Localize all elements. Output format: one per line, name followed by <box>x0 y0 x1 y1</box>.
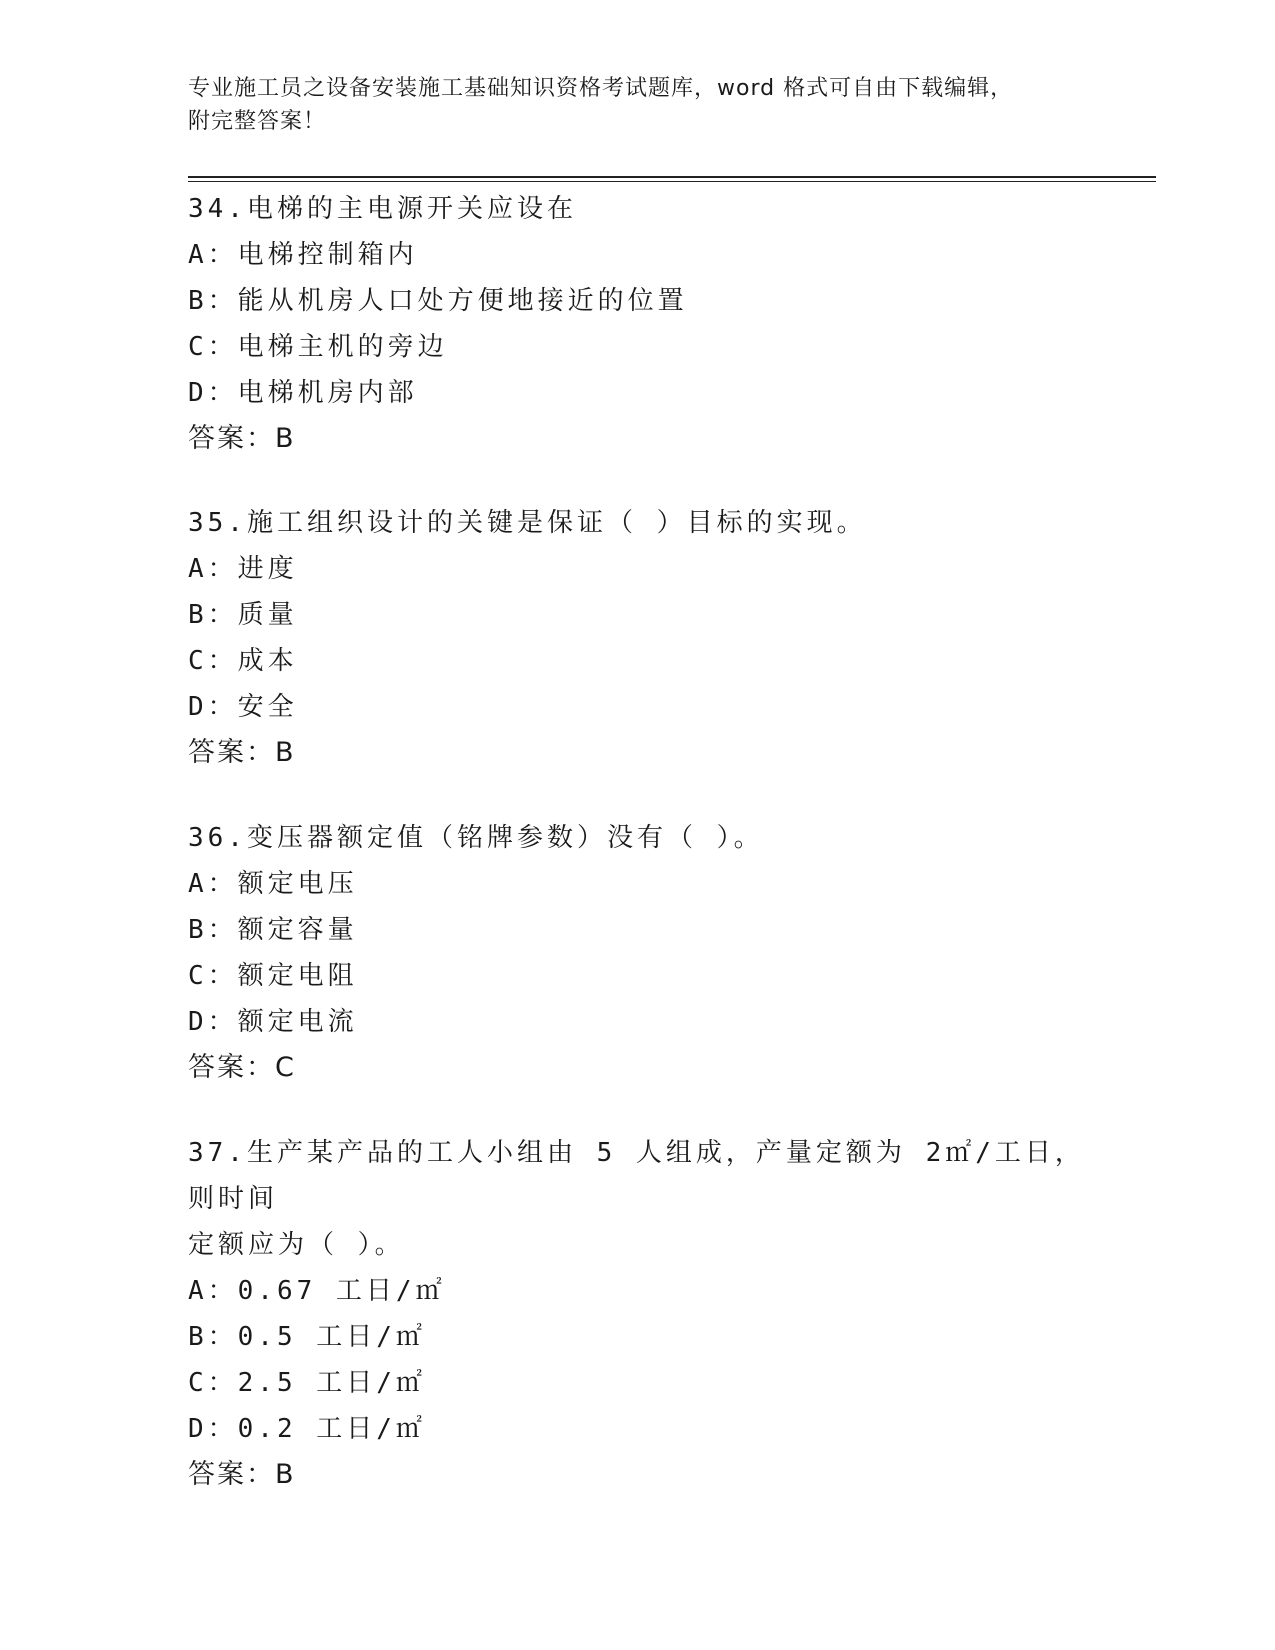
header-divider-thick <box>188 176 1156 178</box>
option-d: D：安全 <box>188 692 298 722</box>
question-37 <box>188 1130 1088 1498</box>
answer-line: 答案：B <box>188 1459 296 1490</box>
header-divider-thin <box>188 181 1156 182</box>
question-stem-line-2: 定额应为（ ）。 <box>188 1230 405 1260</box>
question-stem: 34.电梯的主电源开关应设在 <box>188 194 577 224</box>
option-d: D：0.2 工日/㎡ <box>188 1414 426 1444</box>
answer-line: 答案：B <box>188 423 296 454</box>
option-b: B：能从机房人口处方便地接近的位置 <box>188 286 688 316</box>
option-b: B：0.5 工日/㎡ <box>188 1322 426 1352</box>
question-36 <box>188 815 1088 1091</box>
option-b: B：质量 <box>188 600 298 630</box>
question-34 <box>188 186 1088 462</box>
option-a: A：进度 <box>188 554 298 584</box>
header-line-1: 专业施工员之设备安装施工基础知识资格考试题库，word 格式可自由下载编辑， <box>188 76 1014 101</box>
question-35 <box>188 500 1088 776</box>
option-b: B：额定容量 <box>188 915 358 945</box>
option-a: A：额定电压 <box>188 869 358 899</box>
option-a: A：电梯控制箱内 <box>188 240 418 270</box>
question-stem: 35.施工组织设计的关键是保证（ ）目标的实现。 <box>188 508 867 538</box>
option-a: A：0.67 工日/㎡ <box>188 1276 446 1306</box>
answer-line: 答案：B <box>188 737 296 768</box>
document-header <box>188 72 1078 138</box>
option-d: D：额定电流 <box>188 1007 358 1037</box>
option-c: C：电梯主机的旁边 <box>188 332 448 362</box>
option-c: C：额定电阻 <box>188 961 358 991</box>
option-d: D：电梯机房内部 <box>188 378 418 408</box>
question-stem-line-1: 37.生产某产品的工人小组由 5 人组成，产量定额为 2㎡/工日，则时间 <box>188 1138 1085 1214</box>
option-c: C：2.5 工日/㎡ <box>188 1368 426 1398</box>
header-line-2: 附完整答案！ <box>188 109 327 134</box>
option-c: C：成本 <box>188 646 298 676</box>
question-stem: 36.变压器额定值（铭牌参数）没有（ ）。 <box>188 823 764 853</box>
answer-line: 答案：C <box>188 1052 296 1083</box>
